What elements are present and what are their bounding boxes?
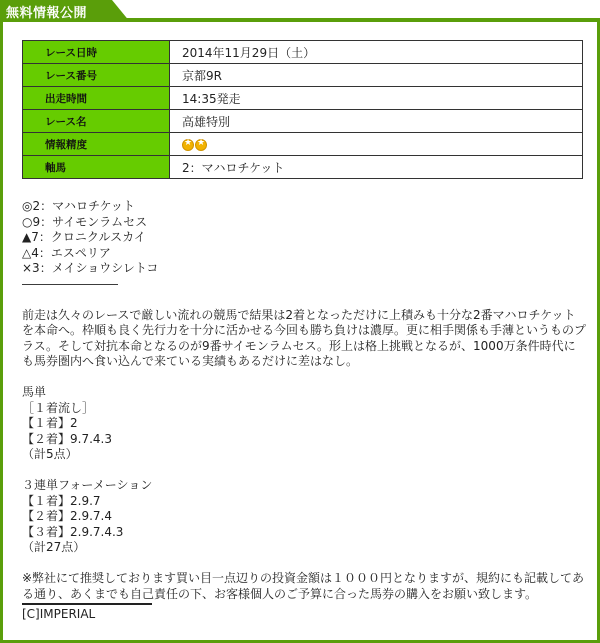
content-box — [0, 22, 600, 643]
star-badge-icon — [195, 139, 207, 151]
race-info-table — [22, 40, 583, 179]
umatan-title: 馬単 — [22, 385, 47, 399]
umatan-line: 【２着】9.7.4.3 — [22, 431, 112, 446]
table-row — [23, 41, 583, 64]
race-number-value: 京都9R — [170, 64, 583, 87]
analysis-paragraph: 前走は久々のレースで厳しい流れの競馬で結果は2着となっただけに上積みも十分な2番マハロチケットを本命へ。枠順も良く先行力を十分に活かせる今回も勝ち負けは濃厚。更に相手関係も手薄というものプラス。そして対抗本命となるのが9番サイモンラムセス。形上は格上挑戦となるが、1000万条件時代にも馬券圏内へ食い込んで来ている実績もあるだけに差はなし。 — [22, 307, 587, 368]
table-row — [23, 156, 583, 179]
star-badge-icon — [182, 139, 194, 151]
article-body — [22, 199, 587, 623]
race-name-value: 高雄特別 — [170, 110, 583, 133]
table-row — [23, 110, 583, 133]
pick-item: ○9：サイモンラムセス — [22, 214, 148, 229]
sanrentan-title: ３連単フォーメーション — [22, 478, 153, 492]
start-time-value: 14:35発走 — [170, 87, 583, 110]
table-row — [23, 133, 583, 156]
text-divider: ―――――――― — [22, 276, 118, 291]
umatan-total: （計5点） — [22, 447, 78, 461]
sanrentan-total: （計27点） — [22, 540, 86, 554]
race-date-value: 2014年11月29日（土） — [170, 41, 583, 64]
disclaimer-text: ※弊社にて推奨しております買い目一点辺りの投資金額は１０００円となりますが、規約にも記載してある通り、あくまでも自己責任の下、お客様個人のご予算に合った馬券の購入をお願い致します。 — [22, 571, 585, 601]
panel-title: 無料情報公開 — [6, 6, 88, 21]
pick-item: ×3：メイショウシレトコ — [22, 261, 159, 275]
table-row — [23, 87, 583, 110]
footer-divider — [22, 603, 152, 605]
race-name-label: レース名 — [23, 110, 170, 133]
start-time-label: 出走時間 — [23, 87, 170, 110]
copyright-text: [C]IMPERIAL — [22, 607, 96, 621]
table-row — [23, 64, 583, 87]
pick-item: △4：エスペリア — [22, 245, 111, 260]
race-number-label: レース番号 — [23, 64, 170, 87]
axis-horse-label: 軸馬 — [23, 156, 170, 179]
race-date-label: レース日時 — [23, 41, 170, 64]
accuracy-label: 情報精度 — [23, 133, 170, 156]
pick-item: ▲7：クロニクルスカイ — [22, 230, 146, 244]
sanrentan-line: 【１着】2.9.7 — [22, 493, 101, 508]
sanrentan-line: 【２着】2.9.7.4 — [22, 509, 112, 523]
axis-horse-value: 2：マハロチケット — [170, 156, 583, 179]
pick-item: ◎2：マハロチケット — [22, 199, 135, 213]
title-bar — [0, 0, 600, 22]
accuracy-rating — [170, 133, 583, 156]
umatan-line: 【１着】2 — [22, 416, 78, 430]
sanrentan-line: 【３着】2.9.7.4.3 — [22, 524, 124, 539]
rating-stars — [182, 139, 207, 151]
umatan-type: ［１着流し］ — [22, 400, 95, 415]
